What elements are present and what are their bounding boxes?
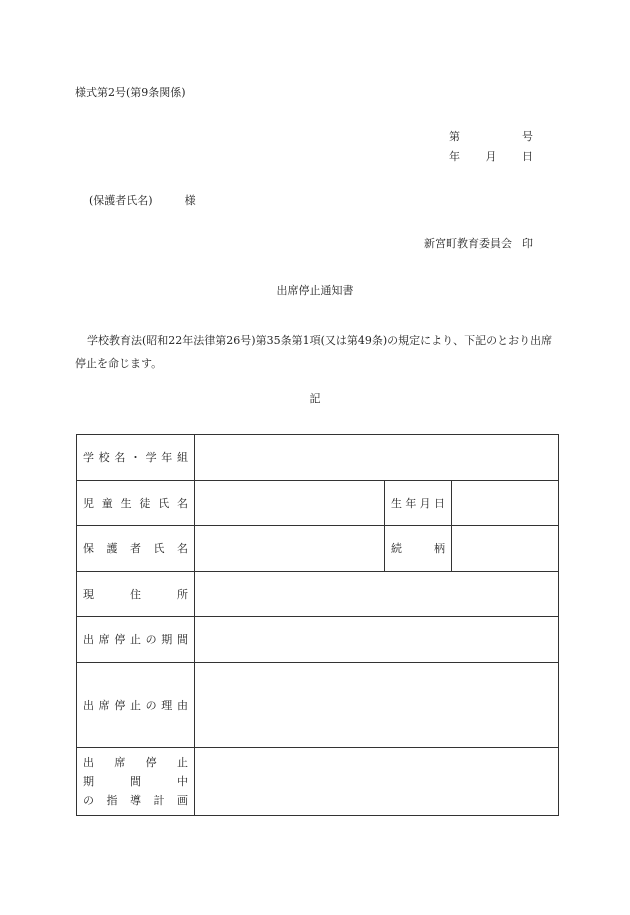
char: 学: [145, 451, 157, 464]
birth-date-label: [391, 498, 445, 509]
char: 校: [98, 451, 110, 464]
char: 導: [130, 794, 141, 807]
school-grade-label: [83, 452, 188, 463]
char: 画: [177, 794, 188, 807]
school-grade-value-cell[interactable]: [195, 435, 559, 481]
guardian-name-value-cell[interactable]: [195, 526, 385, 572]
guidance-plan-label: [83, 757, 188, 806]
char: 停: [114, 698, 126, 712]
char: 止: [129, 698, 141, 712]
label-cell: [77, 617, 195, 663]
suspension-reason-value-cell[interactable]: [195, 663, 559, 748]
table-row: [77, 748, 559, 816]
label-cell: [385, 526, 452, 572]
char: 所: [177, 587, 188, 601]
addressee-line: [89, 195, 196, 206]
guidance-plan-line-2: [83, 776, 188, 787]
char: の: [145, 698, 157, 712]
birth-date-value-cell[interactable]: [452, 481, 559, 526]
char: 停: [145, 756, 157, 769]
char: 期: [83, 775, 94, 788]
char: 出: [83, 698, 94, 712]
char: 氏: [153, 542, 165, 555]
date-month: 月: [485, 150, 497, 163]
label-cell: [77, 526, 195, 572]
char: 生: [120, 496, 132, 510]
char: 由: [176, 698, 188, 712]
char: 名: [176, 496, 188, 510]
form-number: 様式第2号(第9条関係): [75, 86, 186, 99]
char: ・: [129, 451, 141, 464]
document-title: 出席停止通知書: [276, 284, 354, 297]
label-cell: [77, 748, 195, 816]
document-number-line: [449, 131, 533, 142]
char: 中: [177, 775, 188, 788]
honorific: 様: [184, 194, 196, 207]
doc-no-prefix: 第: [449, 130, 460, 143]
char: 出: [83, 756, 94, 769]
char: 停: [114, 633, 126, 646]
char: 名: [177, 542, 188, 555]
label-cell: [77, 572, 195, 617]
student-name-value-cell[interactable]: [195, 481, 385, 526]
char: 者: [130, 542, 141, 555]
char: 期: [161, 633, 173, 646]
seal-mark: 印: [522, 237, 533, 250]
date-year: 年: [449, 150, 460, 163]
char: 生: [391, 496, 402, 510]
char: 間: [130, 775, 141, 788]
suspension-period-label: [83, 634, 188, 645]
char: 月: [419, 496, 431, 510]
table-row: [77, 663, 559, 748]
char: 護: [106, 542, 118, 555]
label-cell: [77, 435, 195, 481]
ki-heading: 記: [309, 392, 321, 405]
char: 席: [98, 633, 110, 646]
char: 童: [101, 496, 113, 510]
doc-no-suffix: 号: [522, 130, 533, 143]
address-label: [83, 589, 188, 600]
char: の: [83, 794, 94, 807]
student-name-label: [83, 498, 188, 509]
issuer-name: 新宮町教育委員会: [424, 237, 512, 250]
suspension-period-value-cell[interactable]: [195, 617, 559, 663]
char: 年: [161, 451, 173, 464]
guardian-name-label: [83, 543, 188, 554]
char: の: [145, 633, 157, 646]
char: 計: [153, 794, 165, 807]
table-row: [77, 526, 559, 572]
char: 間: [176, 633, 188, 646]
label-cell: [385, 481, 452, 526]
suspension-reason-label: [83, 700, 188, 711]
char: 続: [391, 542, 402, 555]
char: 保: [83, 542, 94, 555]
char: 現: [83, 587, 94, 601]
char: 柄: [434, 542, 445, 555]
relationship-value-cell[interactable]: [452, 526, 559, 572]
body-paragraph: 学校教育法(昭和22年法律第26号)第35条第1項(又は第49条)の規定により、下記のとおり出席停止を命じます。: [75, 334, 553, 370]
char: 席: [98, 698, 110, 712]
table-row: [77, 617, 559, 663]
guidance-plan-line-3: [83, 795, 188, 806]
char: 止: [176, 756, 188, 769]
char: 理: [161, 698, 173, 712]
char: 日: [433, 496, 445, 510]
char: 住: [130, 587, 141, 601]
char: 組: [176, 451, 188, 464]
guardian-name-label: (保護者氏名): [89, 194, 153, 207]
char: 年: [405, 496, 417, 510]
char: 止: [129, 633, 141, 646]
table-row: [77, 435, 559, 481]
char: 席: [114, 756, 126, 769]
char: 児: [83, 496, 94, 510]
table-row: [77, 572, 559, 617]
char: 学: [83, 451, 94, 464]
issuer-line: [424, 238, 533, 249]
guidance-plan-value-cell[interactable]: [195, 748, 559, 816]
date-line: [449, 151, 533, 162]
label-cell: [77, 663, 195, 748]
label-cell: [77, 481, 195, 526]
address-value-cell[interactable]: [195, 572, 559, 617]
relationship-label: [391, 543, 445, 554]
table-row: [77, 481, 559, 526]
char: 徒: [139, 496, 151, 510]
char: 名: [114, 451, 126, 464]
details-table: [76, 434, 559, 816]
date-day: 日: [522, 150, 533, 163]
guidance-plan-line-1: [83, 757, 188, 768]
char: 出: [83, 633, 94, 646]
char: 指: [106, 794, 118, 807]
char: 氏: [158, 496, 170, 510]
